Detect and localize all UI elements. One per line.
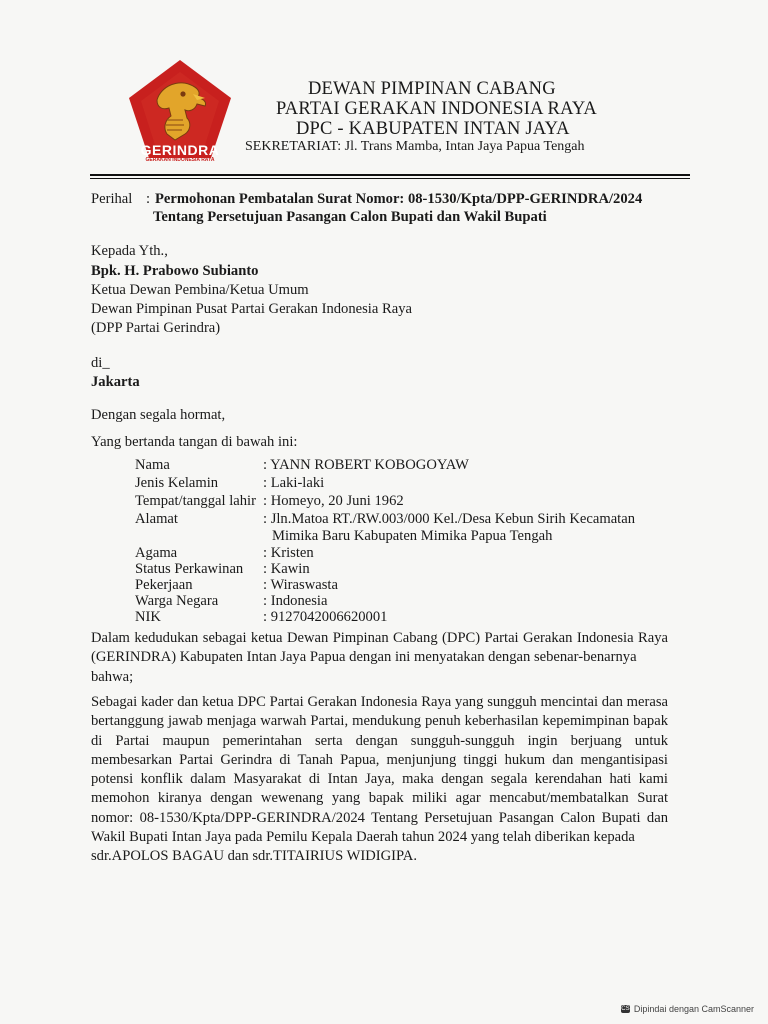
identity-value-gender: : Laki-laki bbox=[263, 475, 325, 491]
paragraph-request bbox=[91, 693, 668, 867]
intro-sentence: Yang bertanda tangan di bawah ini: bbox=[91, 434, 298, 450]
letterhead-rule-thin bbox=[90, 178, 690, 179]
identity-label-name: Nama bbox=[135, 457, 170, 473]
recipient-greeting: Kepada Yth., bbox=[91, 243, 168, 259]
identity-value-citizenship: : Indonesia bbox=[263, 593, 328, 609]
identity-value-birth: : Homeyo, 20 Juni 1962 bbox=[263, 493, 404, 509]
identity-value-name: : YANN ROBERT KOBOGOYAW bbox=[263, 457, 469, 473]
paragraph-position-last: bahwa; bbox=[91, 668, 134, 685]
identity-label-religion: Agama bbox=[135, 545, 178, 561]
subject-separator: : bbox=[146, 191, 151, 207]
letterhead-rule-thick bbox=[90, 174, 690, 176]
recipient-title-3: (DPP Partai Gerindra) bbox=[91, 320, 221, 336]
identity-value-religion: : Kristen bbox=[263, 545, 314, 561]
identity-label-marital: Status Perkawinan bbox=[135, 561, 244, 577]
gerindra-logo bbox=[127, 58, 233, 164]
camscanner-watermark bbox=[621, 1004, 754, 1014]
recipient-city: Jakarta bbox=[91, 374, 140, 390]
identity-label-citizenship: Warga Negara bbox=[135, 593, 219, 609]
identity-label-nik: NIK bbox=[135, 609, 161, 625]
subject-line-1: Permohonan Pembatalan Surat Nomor: 08-1530/Kpta/DPP-GERINDRA/2024 bbox=[155, 191, 643, 207]
paragraph-position bbox=[91, 629, 668, 687]
recipient-di: di_ bbox=[91, 355, 110, 371]
identity-value-marital: : Kawin bbox=[263, 561, 310, 577]
subject-line-2: Tentang Persetujuan Pasangan Calon Bupati dan Wakil Bupati bbox=[153, 209, 547, 225]
identity-value-address-line-2: Mimika Baru Kabupaten Mimika Papua Tengah bbox=[272, 528, 553, 544]
identity-label-gender: Jenis Kelamin bbox=[135, 475, 219, 491]
identity-value-address: : Jln.Matoa RT./RW.003/000 Kel./Desa Kebun Sirih Kecamatan bbox=[263, 511, 636, 527]
recipient-title-1: Ketua Dewan Pembina/Ketua Umum bbox=[91, 282, 309, 298]
logo-wordmark: GERINDRA bbox=[140, 142, 220, 158]
letterhead-line-2: PARTAI GERAKAN INDONESIA RAYA bbox=[276, 99, 597, 119]
subject-label: Perihal bbox=[91, 191, 133, 207]
identity-value-occupation: : Wiraswasta bbox=[263, 577, 338, 593]
letterhead-secretariat: SEKRETARIAT: Jl. Trans Mamba, Intan Jaya Papua Tengah bbox=[245, 139, 585, 154]
recipient-title-2: Dewan Pimpinan Pusat Partai Gerakan Indonesia Raya bbox=[91, 301, 412, 317]
recipient-name: Bpk. H. Prabowo Subianto bbox=[91, 263, 259, 279]
paragraph-request-body: Sebagai kader dan ketua DPC Partai Gerakan Indonesia Raya yang sungguh mencintai dan merasa bertanggung jawab menjaga warwah Partai, mendukung penuh keberhasilan kepemimpinan bapak di Partai maupun pemerintahan serta dengan sungguh-sungguh ingin berjuang untuk membesarkan Partai Gerindra di Tanah Papua, menjunjung tinggi hukum dan mengantisipasi potensi konflik dalam Masyarakat di Intan Jaya, maka dengan segala kerendahan hati kami memohon kiranya dengan wewenang yang bapak miliki agar mencabut/membatalkan Surat nomor: 08-1530/Kpta/DPP-GERINDRA/2024 Tentang Persetujuan Pasangan Calon Bupati dan Wakil Bupati Intan Jaya pada Pemilu Kepala Daerah tahun 2024 yang telah diberikan kepada bbox=[91, 694, 668, 846]
identity-value-nik: : 9127042006620001 bbox=[263, 609, 388, 625]
opening-salutation: Dengan segala hormat, bbox=[91, 407, 226, 423]
paragraph-request-last: sdr.APOLOS BAGAU dan sdr.TITAIRIUS WIDIGIPA. bbox=[91, 848, 417, 865]
letterhead-line-1: DEWAN PIMPINAN CABANG bbox=[308, 79, 556, 99]
camscanner-icon: CS bbox=[621, 1006, 630, 1012]
letterhead-line-3: DPC - KABUPATEN INTAN JAYA bbox=[296, 119, 570, 139]
logo-subtext: GERAKAN INDONESIA RAYA bbox=[145, 157, 215, 163]
identity-label-occupation: Pekerjaan bbox=[135, 577, 193, 593]
identity-label-birth: Tempat/tanggal lahir bbox=[135, 493, 256, 509]
identity-label-address: Alamat bbox=[135, 511, 178, 527]
camscanner-text: Dipindai dengan CamScanner bbox=[633, 1004, 754, 1014]
paragraph-position-body: Dalam kedudukan sebagai ketua Dewan Pimpinan Cabang (DPC) Partai Gerakan Indonesia Raya (GERINDRA) Kabupaten Intan Jaya Papua dengan ini menyatakan dengan sebenar-benarnya bbox=[91, 630, 668, 666]
